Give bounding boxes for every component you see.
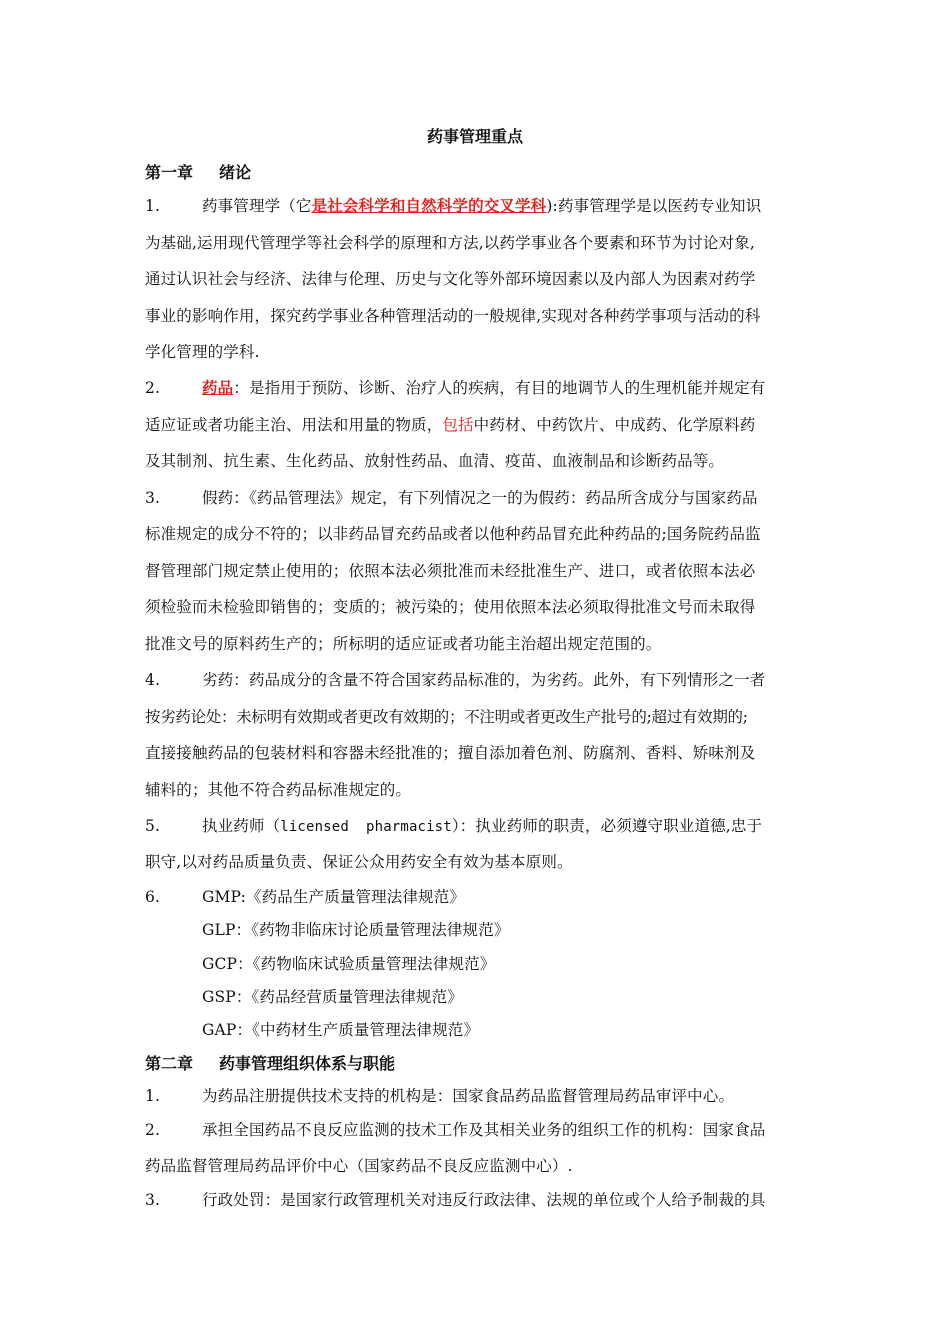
item3-number: 3. <box>145 489 161 507</box>
item2-line2-b: 中药材、中药饮片、中成药、化学原料药 <box>473 416 756 434</box>
c2-item1 <box>145 1084 810 1106</box>
chapter-2-heading <box>145 1051 395 1074</box>
item1-line1 <box>145 194 810 216</box>
chapter-1-heading <box>145 160 251 183</box>
c2-item3 <box>145 1188 810 1210</box>
item1-line2: 为基础,运用现代管理学等社会科学的原理和方法,以药学事业各个要素和环节为讨论对象, <box>145 234 755 252</box>
item3-text: 假药：《药品管理法》规定，有下列情况之一的为假药：药品所含成分与国家药品 <box>202 489 758 507</box>
document-title: 药事管理重点 <box>426 127 523 146</box>
item6-line1 <box>145 885 810 907</box>
item5-line1 <box>145 814 810 836</box>
item3-line5: 批准文号的原料药生产的；所标明的适应证或者功能主治超出规定范围的。 <box>145 635 662 653</box>
item2-term: 药品 <box>202 378 234 397</box>
item5-post: ）：执业药师的职责，必须遵守职业道德,忠于 <box>451 817 763 835</box>
chapter-1-label: 第一章 <box>145 163 194 182</box>
c2-item1-number: 1. <box>145 1087 161 1105</box>
item4-line3: 直接接触药品的包装材料和容器未经批准的；擅自添加着色剂、防腐剂、香料、矫味剂及 <box>145 744 756 762</box>
item2-line2-a: 适应证或者功能主治、用法和用量的物质， <box>145 416 443 434</box>
item5-latin: licensed pharmacist <box>280 819 452 835</box>
item4-line1 <box>145 668 810 690</box>
item1-number: 1. <box>145 197 161 215</box>
item2-after: ：是指用于预防、诊断、治疗人的疾病，有目的地调节人的生理机能并规定有 <box>233 379 766 397</box>
item3-line3: 督管理部门规定禁止使用的；依照本法必须批准而未经批准生产、进口，或者依照本法必 <box>145 562 756 580</box>
item2-line3: 及其制剂、抗生素、生化药品、放射性药品、血清、疫苗、血液制品和诊断药品等。 <box>145 452 725 470</box>
item1-highlight: 是社会科学和自然科学的交叉学科 <box>311 196 547 215</box>
item2-line2 <box>145 413 810 435</box>
item4-line4: 辅料的；其他不符合药品标准规定的。 <box>145 781 412 799</box>
item3-line2: 标准规定的成分不符的；以非药品冒充药品或者以他种药品冒充此种药品的;国务院药品监 <box>145 525 761 543</box>
item2-number: 2. <box>145 379 161 397</box>
item6-gap: GAP：《中药材生产质量管理法律规范》 <box>202 1021 480 1039</box>
chapter-1-title: 绪论 <box>219 163 252 182</box>
item6-gcp: GCP：《药物临床试验质量管理法律规范》 <box>202 955 496 973</box>
item1-line3: 通过认识社会与经济、法律与伦理、历史与文化等外部环境因素以及内部人为因素对药学 <box>145 270 756 288</box>
item2-includes: 包括 <box>442 416 474 434</box>
c2-item2-line2: 药品监督管理局药品评价中心（国家药品不良反应监测中心）. <box>145 1157 573 1175</box>
c2-item3-number: 3. <box>145 1191 161 1209</box>
chapter-2-title: 药事管理组织体系与职能 <box>219 1054 396 1073</box>
item4-line2: 按劣药论处：未标明有效期或者更改有效期的；不注明或者更改生产批号的;超过有效期的; <box>145 708 748 726</box>
item6-number: 6. <box>145 888 161 906</box>
item6-gmp: GMP:《药品生产质量管理法律规范》 <box>202 888 466 906</box>
item1-line5: 学化管理的学科. <box>145 343 260 361</box>
item1-after: ):药事管理学是以医药专业知识 <box>546 197 762 215</box>
c2-item2-text: 承担全国药品不良反应监测的技术工作及其相关业务的组织工作的机构：国家食品 <box>202 1121 766 1139</box>
c2-item2-number: 2. <box>145 1121 161 1139</box>
item4-text: 劣药：药品成分的含量不符合国家药品标准的，为劣药。此外，有下列情形之一者 <box>202 671 766 689</box>
item5-pre: 执业药师（ <box>202 817 281 835</box>
item4-number: 4. <box>145 671 161 689</box>
c2-item1-text: 为药品注册提供技术支持的机构是：国家食品药品监督管理局药品审评中心。 <box>202 1087 735 1105</box>
chapter-2-label: 第二章 <box>145 1054 194 1073</box>
c2-item2-line1 <box>145 1118 810 1140</box>
item5-number: 5. <box>145 817 161 835</box>
item2-line1 <box>145 376 810 398</box>
item6-gsp: GSP：《药品经营质量管理法律规范》 <box>202 988 463 1006</box>
item1-line4: 事业的影响作用，探究药学事业各种管理活动的一般规律,实现对各种药学事项与活动的科 <box>145 307 761 325</box>
item6-glp: GLP：《药物非临床讨论质量管理法律规范》 <box>202 921 510 939</box>
item5-line2: 职守,以对药品质量负责、保证公众用药安全有效为基本原则。 <box>145 853 573 871</box>
c2-item3-text: 行政处罚：是国家行政管理机关对违反行政法律、法规的单位或个人给予制裁的具 <box>202 1191 766 1209</box>
item3-line1 <box>145 486 810 508</box>
item1-term: 药事管理学（它 <box>202 197 312 215</box>
item3-line4: 须检验而未检验即销售的；变质的；被污染的；使用依照本法必须取得批准文号而未取得 <box>145 598 756 616</box>
